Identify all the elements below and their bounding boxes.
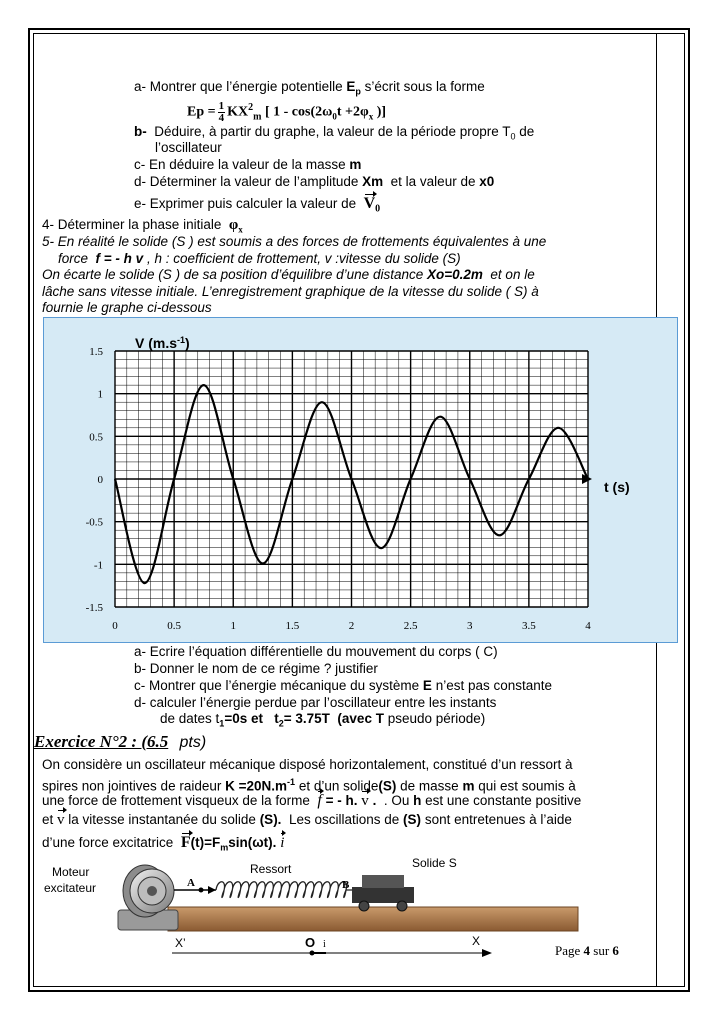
solid-body xyxy=(352,887,414,903)
question-5d: d- calculer l’énergie perdue par l’oscillateur entre les instants xyxy=(134,695,497,710)
x-tick-labels xyxy=(112,620,591,632)
question-5-line3: On écarte le solide (S ) de sa position d’équilibre d’une distance Xo=0.2m et on le xyxy=(42,267,535,282)
y-tick-label: 0 xyxy=(97,474,103,486)
solid-label: Solide S xyxy=(412,856,457,870)
point-a: A xyxy=(187,877,195,889)
x-axis-arrowhead xyxy=(482,949,492,957)
question-5d-line2: de dates $t_1=0s$ et $t_2= 3.75T$ (avec T pseudo période) xyxy=(160,711,486,729)
y-tick-label: 1 xyxy=(97,388,103,401)
y-tick-label: 0.5 xyxy=(89,431,103,444)
question-b: b- Déduire, à partir du graphe, la valeur de la période propre $T_0$ de xyxy=(134,124,535,142)
motor-axle xyxy=(147,886,157,896)
solid-wheel xyxy=(397,901,407,911)
solid-top xyxy=(362,875,404,888)
origin-label: O xyxy=(305,935,316,950)
x-tick-label: 1.5 xyxy=(285,620,300,632)
y-tick-label: 1.5 xyxy=(89,346,103,358)
question-5-line5: fournie le graphe ci-dessous xyxy=(42,300,212,315)
question-c: c- En déduire la valeur de la masse m xyxy=(134,157,362,172)
question-e: e- Exprimer puis calculer la valeur de $V_0$ xyxy=(134,195,381,215)
question-5c: c- Montrer que l’énergie mécanique du système E n’est pas constante xyxy=(134,678,553,693)
fraction: $\frac{1}{4}$ xyxy=(218,99,225,124)
unit-i-label: i xyxy=(323,939,326,950)
motor-label-line2: excitateur xyxy=(44,881,97,895)
potential-energy-formula: Ep = $\frac{1}{4}$ $KX^2_m$ [ $1 - \cos(2\omega_0t +2\varphi_x$ )] xyxy=(187,99,387,124)
question-4: 4- Déterminer la phase initiale $\varphi_x$ xyxy=(42,217,243,235)
exercise-2-title: Exercice N°2 : (6.5 pts) xyxy=(34,732,207,751)
question-b-line2: l’oscillateur xyxy=(155,140,222,155)
exercise-line2: spires non jointives de raideur $K =20N.m^{-1}$ et d’un solide(S) de masse m qui est soumis à xyxy=(42,777,576,794)
y-tick-labels xyxy=(86,346,104,614)
spring-label: Ressort xyxy=(250,862,292,876)
table xyxy=(168,907,578,931)
x-prime-label: X’ xyxy=(175,936,186,950)
arrow-a xyxy=(208,886,216,894)
spring xyxy=(216,882,352,898)
velocity-graph xyxy=(43,317,678,643)
question-5-line2: force f = - h v , h : coefficient de frottement, v :vitesse du solide (S) xyxy=(58,251,461,266)
exercise-line1: On considère un oscillateur mécanique disposé horizontalement, constitué d’un ressort à xyxy=(42,757,573,772)
y-tick-label: -1 xyxy=(93,559,103,572)
x-tick-label: 3 xyxy=(467,620,473,632)
point-a-marker xyxy=(199,888,204,893)
x-tick-label: 3.5 xyxy=(522,620,536,632)
origin-point xyxy=(310,951,315,956)
question-5b: b- Donner le nom de ce régime ? justifier xyxy=(134,661,378,676)
x-tick-label: 0.5 xyxy=(167,620,181,632)
y-tick-label: -0.5 xyxy=(85,516,103,529)
exercise-line5: d’une force excitatrice $F(t)=F_m\sin(\omega t)$. i xyxy=(42,834,285,853)
question-a: a- Montrer que l’énergie potentielle $E_p$ s’écrit sous la forme xyxy=(134,79,485,97)
x-tick-label: 4 xyxy=(585,620,591,632)
question-5-line1: 5- En réalité le solide (S ) est soumis a des forces de frottements équivalentes à une xyxy=(42,234,547,249)
y-axis-label: V $(m.s^{-1})$ xyxy=(135,335,190,351)
y-tick-label: -1.5 xyxy=(85,602,103,614)
question-5a: a- Ecrire l’équation différentielle du mouvement du corps ( C) xyxy=(134,644,498,659)
x-tick-label: 2 xyxy=(348,620,355,632)
question-d: d- Déterminer la valeur de l’amplitude Xm et la valeur de x0 xyxy=(134,174,495,189)
x-label: X xyxy=(472,934,481,948)
point-b: B xyxy=(342,879,350,891)
question-5-line4: lâche sans vitesse initiale. L’enregistrement graphique de la vitesse du solide ( S) à xyxy=(42,284,539,299)
x-tick-label: 0 xyxy=(112,620,118,632)
exercise-line3: une force de frottement visqueux de la forme f = - h. v . . Ou h est une constante positive xyxy=(42,792,582,809)
oscillator-diagram xyxy=(40,855,600,965)
x-tick-label: 2.5 xyxy=(403,620,418,632)
x-tick-label: 1 xyxy=(230,620,236,632)
solid-wheel xyxy=(359,901,369,911)
x-axis-label: t (s) xyxy=(604,479,630,495)
motor-label: Moteur xyxy=(52,865,90,879)
page-number: Page 4 sur 6 xyxy=(555,943,619,958)
exercise-line4: et v la vitesse instantanée du solide (S). Les oscillations de (S) sont entretenues à l’aide xyxy=(42,812,572,828)
